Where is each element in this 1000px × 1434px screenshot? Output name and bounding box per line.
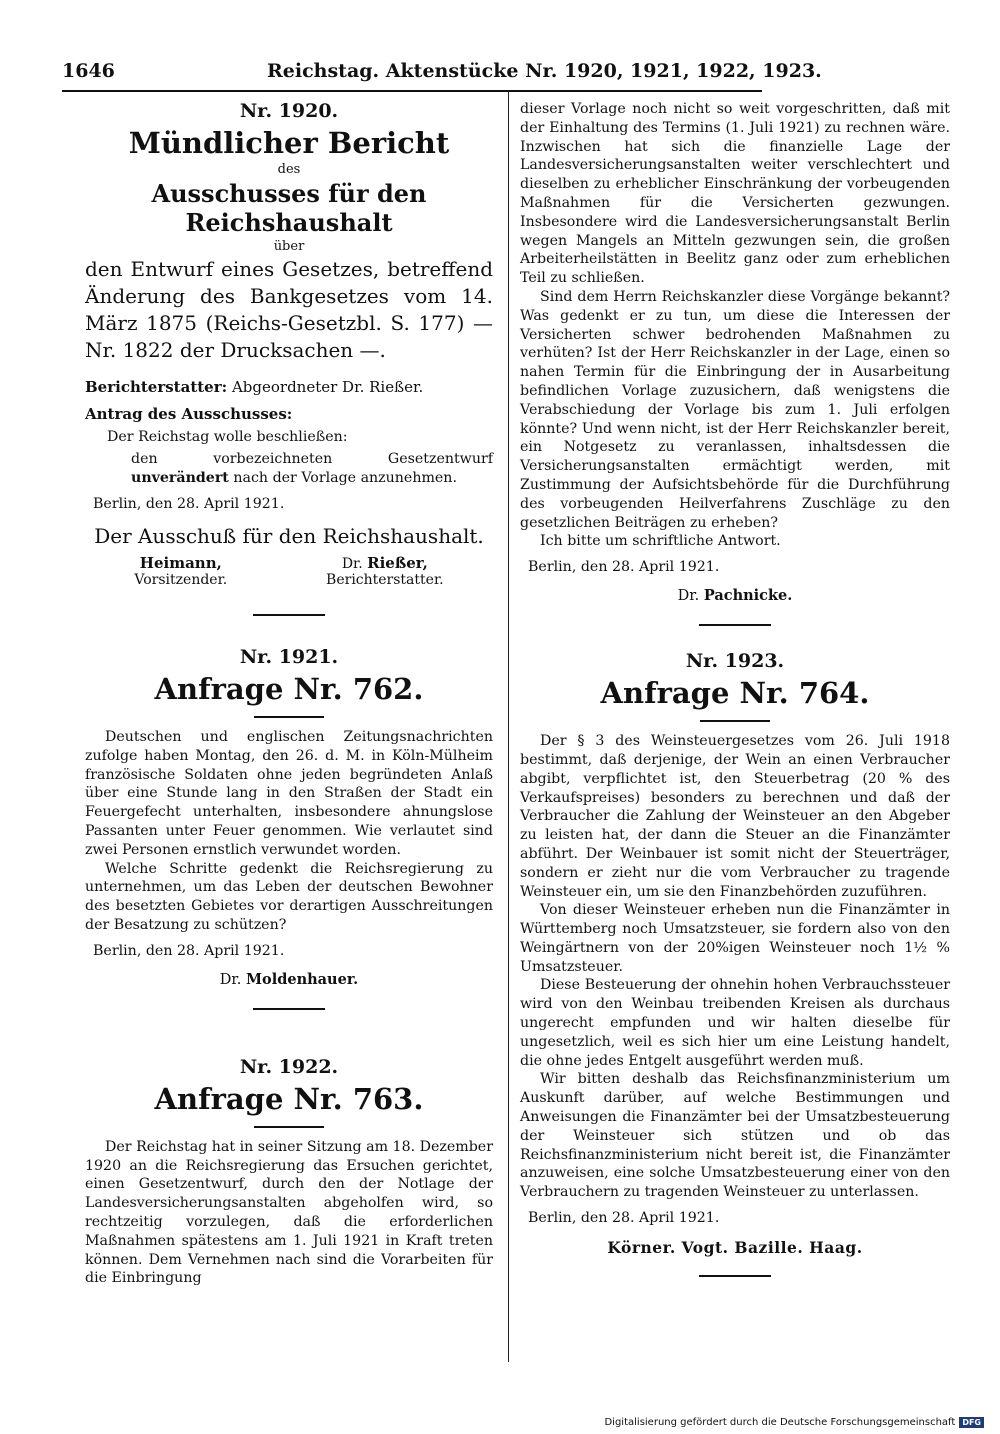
document-1921 [85,646,493,988]
paragraph: Diese Besteuerung der ohnehin hohen Verbrauchssteuer wird von den Weinbau treibenden Kreisen als durchaus ungerecht empfunden und wir halten dieselbe für ungesetzlich, weil es sich hier um eine Leistung handelt, die ohne jedes Entgelt ausgeführt werden muß. [520,977,950,1069]
page-header [62,58,822,92]
reporter-line [85,378,493,397]
doc-title: Anfrage Nr. 762. [154,671,424,706]
section-divider [699,624,771,626]
motion-bold: unverändert [131,470,229,487]
signature-reporter [326,554,444,588]
digitization-footer [604,1417,984,1428]
reporter-label: Berichterstatter: [85,378,228,396]
motion-text-b: nach der Vorlage anzunehmen. [233,470,457,487]
paragraph: Der Reichstag hat in seiner Sitzung am 18. Dezember 1920 an die Reichsregierung das Ersuchen gerichtet, einen Gesetzentwurf, durch den der Notlage der Landesversicherungsanstalten abgeholfen wird, so rechtzeitig vorzulegen, daß die erforderlichen Maßnahmen spätestens am 1. Juli 1921 in Kraft treten können. Dem Vernehmen nach sind die Vorarbeiten für die Einbringung [85,1138,493,1287]
doc-number: Nr. 1920. [239,100,339,122]
right-column [520,100,950,1277]
signature-name: Moldenhauer. [245,970,359,988]
doc-number: Nr. 1921. [239,645,339,668]
title-rule [254,1126,324,1128]
doc-title: Mündlicher Bericht [128,126,450,160]
document-1923 [520,650,950,1277]
signature-prefix: Dr. [219,971,242,988]
doc-des: des [277,162,301,177]
doc-title: Anfrage Nr. 763. [154,1081,424,1116]
signature-name: Heimann, [139,553,222,572]
doc-ueber: über [273,239,305,254]
signature-name: Pachnicke. [703,587,793,605]
paragraph: Von dieser Weinsteuer erheben nun die Finanzämter in Württemberg noch Umsatzsteuer, sie fordern also von den Weingärtnern von der 20%igen Weinsteuer noch 1½ % Umsatzsteuer. [520,902,950,975]
motion-text-a: den vorbezeichneten Gesetzentwurf [131,451,493,468]
dateline: Berlin, den 28. April 1921. [93,942,285,959]
paragraph: Deutschen und englischen Zeitungsnachrichten zufolge haben Montag, den 26. d. M. in Köln-Mülheim französische Soldaten ohne jeden begründeten Anlaß über eine Stunde lang in den Straßen der Stadt ein Feuergefecht unterhalten, insbesondere ahnungslose Passanten unter Feuer genommen. Wie verlautet sind zwei Personen ernstlich verwundet worden. [85,728,493,858]
paragraph: Wir bitten deshalb das Reichsfinanzministerium um Auskunft darüber, auf welche Bestimmungen und Anweisungen die Finanzämter bei der Umsatzbesteuerung der Weinsteuer sich stützen und ob das Reichsfinanzministerium nicht bereit ist, die Finanzämter anzuweisen, eine solche Umsatzbesteuerung einer von den Verbrauchern zu tragenden Weinsteuer zu unterlassen. [520,1071,950,1201]
dfg-logo-icon: DFG [959,1417,984,1428]
left-column [85,100,493,1288]
signature [85,971,493,988]
signature-chair [134,554,227,588]
signature-role: Berichterstatter. [326,571,444,588]
paragraph: dieser Vorlage noch nicht so weit vorgeschritten, daß mit der Einhaltung des Termins (1. Juli 1921) zu rechnen wäre. Inzwischen hat sich die finanzielle Lage der Landesversicherungsanstalten weiter verschlechtert und dieselben zu erheblicher Einschränkung der vorbeugenden Maßnahmen für die Versicherten gezwungen. Insbesondere wird die Landesversicherungsanstalt Berlin wegen Mangels an Mitteln gezwungen sein, die großen Arbeiterheilstätten in Beelitz ganz oder zum erheblichen Teil zu schließen. [520,101,950,287]
document-1920 [85,100,493,588]
doc-number: Nr. 1923. [685,650,785,673]
committee-name: Ausschusses für den Reichshaushalt [151,179,427,237]
signature-prefix: Dr. [341,555,363,572]
paragraph: Welche Schritte gedenkt die Reichsregierung zu unternehmen, um das Leben der deutschen Bewohner des besetzten Gebietes vor derartigen Ausschreitungen der Besatzung zu schützen? [85,860,493,933]
signature-name: Rießer, [367,553,428,572]
document-1922-start [85,1056,493,1288]
paragraph: Der § 3 des Weinsteuergesetzes vom 26. Juli 1918 bestimmt, daß derjenige, der Wein an einen Verbraucher abgibt, verpflichtet ist, den Steuerbetrag (20 % des Verkaufspreises) besonders zu berechnen und daß der Verbraucher die Zahlung der Weinsteuer an den Abgeber zu leisten hat, der dann die Steuer an die Finanzämter abführt. Der Weinbauer ist somit nicht der Steuerträger, sondern er zieht nur die vom Verbraucher zu tragende Weinsteuer ein, um sie den Finanzbehörden zuzuführen. [520,733,950,900]
paragraph: Sind dem Herrn Reichskanzler diese Vorgänge bekannt? Was gedenkt er zu tun, um diese die Interessen der Versicherten schwer bedrohenden Maßnahmen zu verhüten? Ist der Herr Reichskanzler in der Lage, einen so nahen Termin für die Einbringung der in Ausarbeitung befindlichen Vorlage zuzusichern, daß wenigstens die Verabschiedung der Vorlage bis zum 1. Juli erfolgen könnte? Und wenn nicht, ist der Herr Reichskanzler bereit, ein Notgesetz zu veranlassen, inhaltsdessen die Versicherungsanstalten ermächtigt werden, mit Zustimmung der Aufsichtsbehörde für die Durchführung des vorbeugenden Heilverfahrens Zuschläge zu den gesetzlichen Beiträgen zu erheben? [520,288,950,531]
doc-number: Nr. 1922. [239,1055,339,1078]
document-1922-continued [520,100,950,604]
motion-line-1: Der Reichstag wolle beschließen: [107,428,348,445]
footer-text: Digitalisierung gefördert durch die Deutsche Forschungsgemeinschaft [604,1417,956,1428]
signature-role: Vorsitzender. [134,571,228,588]
section-divider [699,1275,771,1277]
section-divider [253,614,325,616]
committee-signature: Der Ausschuß für den Reichshaushalt. [94,523,484,548]
running-title: Reichstag. Aktenstücke Nr. 1920, 1921, 1922, 1923. [267,60,822,82]
doc-title: Anfrage Nr. 764. [600,676,870,711]
title-rule [700,720,770,722]
title-rule [254,716,324,718]
section-divider [253,1008,325,1010]
signature [520,587,950,604]
dateline: Berlin, den 28. April 1921. [93,495,285,512]
paragraph: Ich bitte um schriftliche Antwort. [540,533,781,550]
dateline: Berlin, den 28. April 1921. [528,559,720,576]
reporter-text: Abgeordneter Dr. Rießer. [231,378,424,396]
page-number: 1646 [62,60,115,82]
signatories: Körner. Vogt. Bazille. Haag. [607,1238,863,1258]
column-divider [508,92,509,1362]
signature-prefix: Dr. [677,588,700,605]
bill-topic: den Entwurf eines Gesetzes, betreffend Änderung des Bankgesetzes vom 14. März 1875 (Reichs-Gesetzbl. S. 177) — Nr. 1822 der Drucksachen —. [85,257,493,362]
motion-label: Antrag des Ausschusses: [85,404,293,423]
motion-line-2 [131,450,493,488]
signatures [85,554,493,588]
dateline: Berlin, den 28. April 1921. [528,1210,720,1227]
